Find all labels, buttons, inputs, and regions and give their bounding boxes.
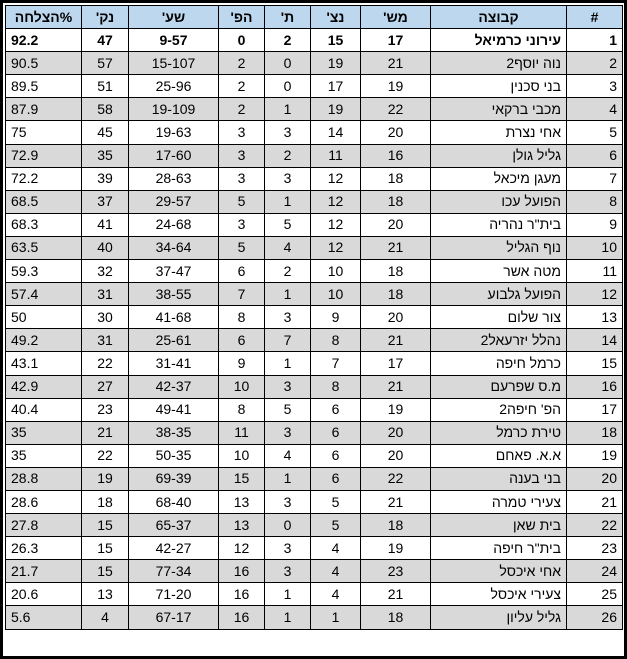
cell-wins: 19 xyxy=(311,98,361,121)
cell-played: 22 xyxy=(361,98,431,121)
cell-rate: 63.5 xyxy=(6,236,82,259)
cell-played: 21 xyxy=(361,375,431,398)
table-row xyxy=(6,421,623,444)
cell-wins: 8 xyxy=(311,329,361,352)
cell-rate: 49.2 xyxy=(6,329,82,352)
cell-team: מכבי ברקאי xyxy=(431,98,567,121)
cell-draws: 2 xyxy=(265,29,311,52)
cell-losses: 6 xyxy=(219,329,265,352)
table-row xyxy=(6,283,623,306)
cell-rate: 87.9 xyxy=(6,98,82,121)
cell-points: 4 xyxy=(82,606,129,629)
cell-points: 22 xyxy=(82,444,129,467)
cell-played: 20 xyxy=(361,444,431,467)
table-row xyxy=(6,467,623,490)
cell-draws: 1 xyxy=(265,467,311,490)
cell-team: בית שאן xyxy=(431,514,567,537)
cell-rank: 7 xyxy=(567,167,623,190)
cell-rank: 11 xyxy=(567,260,623,283)
table-row xyxy=(6,606,623,629)
cell-goals: 9-57 xyxy=(129,29,219,52)
cell-points: 32 xyxy=(82,260,129,283)
cell-rank: 12 xyxy=(567,283,623,306)
cell-rate: 75 xyxy=(6,121,82,144)
cell-rank: 8 xyxy=(567,190,623,213)
cell-draws: 3 xyxy=(265,121,311,144)
table-row xyxy=(6,490,623,513)
cell-points: 23 xyxy=(82,398,129,421)
cell-points: 15 xyxy=(82,514,129,537)
cell-played: 17 xyxy=(361,352,431,375)
cell-rank: 6 xyxy=(567,144,623,167)
cell-wins: 4 xyxy=(311,560,361,583)
cell-rate: 50 xyxy=(6,306,82,329)
cell-team: בית"ר נהריה xyxy=(431,213,567,236)
cell-played: 19 xyxy=(361,75,431,98)
cell-wins: 15 xyxy=(311,29,361,52)
cell-losses: 13 xyxy=(219,490,265,513)
cell-points: 41 xyxy=(82,213,129,236)
cell-team: בני בענה xyxy=(431,467,567,490)
cell-losses: 8 xyxy=(219,398,265,421)
cell-played: 23 xyxy=(361,560,431,583)
cell-draws: 0 xyxy=(265,75,311,98)
cell-points: 58 xyxy=(82,98,129,121)
cell-wins: 6 xyxy=(311,444,361,467)
cell-draws: 3 xyxy=(265,560,311,583)
cell-draws: 1 xyxy=(265,283,311,306)
table-row xyxy=(6,398,623,421)
cell-team: הפ' חיפה2 xyxy=(431,398,567,421)
table-row xyxy=(6,52,623,75)
cell-rate: 68.3 xyxy=(6,213,82,236)
cell-wins: 6 xyxy=(311,421,361,444)
cell-rate: 92.2 xyxy=(6,29,82,52)
header-rate: %הצלחה xyxy=(6,6,82,29)
cell-goals: 29-57 xyxy=(129,190,219,213)
cell-losses: 3 xyxy=(219,213,265,236)
cell-goals: 28-63 xyxy=(129,167,219,190)
cell-points: 37 xyxy=(82,190,129,213)
cell-wins: 10 xyxy=(311,283,361,306)
cell-team: צעירי טמרה xyxy=(431,490,567,513)
cell-rate: 35 xyxy=(6,421,82,444)
table-row xyxy=(6,167,623,190)
table-row xyxy=(6,75,623,98)
cell-rate: 89.5 xyxy=(6,75,82,98)
cell-losses: 10 xyxy=(219,375,265,398)
cell-team: הפועל עכו xyxy=(431,190,567,213)
cell-goals: 69-39 xyxy=(129,467,219,490)
cell-losses: 3 xyxy=(219,121,265,144)
cell-losses: 16 xyxy=(219,560,265,583)
cell-goals: 25-96 xyxy=(129,75,219,98)
cell-wins: 5 xyxy=(311,514,361,537)
cell-losses: 3 xyxy=(219,144,265,167)
cell-goals: 42-27 xyxy=(129,537,219,560)
cell-rank: 21 xyxy=(567,490,623,513)
header-losses: הפ' xyxy=(219,6,265,29)
cell-losses: 5 xyxy=(219,190,265,213)
cell-losses: 2 xyxy=(219,75,265,98)
cell-goals: 24-68 xyxy=(129,213,219,236)
cell-draws: 1 xyxy=(265,98,311,121)
cell-rank: 16 xyxy=(567,375,623,398)
cell-losses: 7 xyxy=(219,283,265,306)
cell-team: צעירי איכסל xyxy=(431,583,567,606)
table-row xyxy=(6,329,623,352)
cell-rate: 72.2 xyxy=(6,167,82,190)
table-row xyxy=(6,190,623,213)
cell-played: 21 xyxy=(361,490,431,513)
cell-team: אחי איכסל xyxy=(431,560,567,583)
cell-rank: 1 xyxy=(567,29,623,52)
cell-wins: 12 xyxy=(311,167,361,190)
cell-goals: 15-107 xyxy=(129,52,219,75)
cell-rate: 43.1 xyxy=(6,352,82,375)
cell-rate: 28.8 xyxy=(6,467,82,490)
table-row xyxy=(6,213,623,236)
cell-wins: 8 xyxy=(311,375,361,398)
cell-goals: 77-34 xyxy=(129,560,219,583)
table-row xyxy=(6,29,623,52)
cell-goals: 71-20 xyxy=(129,583,219,606)
cell-played: 18 xyxy=(361,514,431,537)
header-points: נק' xyxy=(82,6,129,29)
cell-losses: 0 xyxy=(219,29,265,52)
cell-team: צור שלום xyxy=(431,306,567,329)
cell-points: 30 xyxy=(82,306,129,329)
cell-losses: 11 xyxy=(219,421,265,444)
cell-goals: 67-17 xyxy=(129,606,219,629)
cell-played: 20 xyxy=(361,306,431,329)
table-row xyxy=(6,306,623,329)
cell-rank: 4 xyxy=(567,98,623,121)
cell-rank: 20 xyxy=(567,467,623,490)
cell-team: כרמל חיפה xyxy=(431,352,567,375)
cell-played: 16 xyxy=(361,144,431,167)
header-goals: שע' xyxy=(129,6,219,29)
cell-rank: 5 xyxy=(567,121,623,144)
cell-played: 20 xyxy=(361,421,431,444)
header-rank: # xyxy=(567,6,623,29)
cell-wins: 1 xyxy=(311,606,361,629)
cell-points: 18 xyxy=(82,490,129,513)
cell-rank: 10 xyxy=(567,236,623,259)
cell-losses: 15 xyxy=(219,467,265,490)
cell-team: בית"ר חיפה xyxy=(431,537,567,560)
cell-rank: 2 xyxy=(567,52,623,75)
cell-points: 40 xyxy=(82,236,129,259)
cell-rate: 72.9 xyxy=(6,144,82,167)
cell-draws: 5 xyxy=(265,398,311,421)
cell-team: עירוני כרמיאל xyxy=(431,29,567,52)
cell-team: גליל עליון xyxy=(431,606,567,629)
cell-draws: 3 xyxy=(265,306,311,329)
cell-goals: 38-55 xyxy=(129,283,219,306)
cell-team: הפועל גלבוע xyxy=(431,283,567,306)
cell-losses: 10 xyxy=(219,444,265,467)
cell-goals: 19-109 xyxy=(129,98,219,121)
cell-played: 22 xyxy=(361,467,431,490)
table-row xyxy=(6,98,623,121)
cell-team: מטה אשר xyxy=(431,260,567,283)
cell-played: 21 xyxy=(361,236,431,259)
table-row xyxy=(6,375,623,398)
cell-losses: 5 xyxy=(219,236,265,259)
cell-losses: 16 xyxy=(219,606,265,629)
cell-rank: 23 xyxy=(567,537,623,560)
cell-played: 18 xyxy=(361,167,431,190)
cell-wins: 12 xyxy=(311,190,361,213)
cell-rate: 26.3 xyxy=(6,537,82,560)
cell-goals: 68-40 xyxy=(129,490,219,513)
cell-rank: 24 xyxy=(567,560,623,583)
cell-wins: 14 xyxy=(311,121,361,144)
cell-played: 18 xyxy=(361,283,431,306)
cell-rate: 57.4 xyxy=(6,283,82,306)
cell-losses: 2 xyxy=(219,52,265,75)
cell-points: 47 xyxy=(82,29,129,52)
cell-rank: 25 xyxy=(567,583,623,606)
cell-losses: 3 xyxy=(219,167,265,190)
cell-goals: 34-64 xyxy=(129,236,219,259)
cell-played: 19 xyxy=(361,398,431,421)
cell-played: 21 xyxy=(361,329,431,352)
cell-rank: 19 xyxy=(567,444,623,467)
cell-draws: 4 xyxy=(265,444,311,467)
cell-draws: 1 xyxy=(265,352,311,375)
cell-rank: 15 xyxy=(567,352,623,375)
cell-goals: 50-35 xyxy=(129,444,219,467)
cell-points: 19 xyxy=(82,467,129,490)
cell-draws: 1 xyxy=(265,606,311,629)
cell-team: נהלל יזרעאל2 xyxy=(431,329,567,352)
table-row xyxy=(6,560,623,583)
cell-rate: 59.3 xyxy=(6,260,82,283)
cell-points: 31 xyxy=(82,283,129,306)
cell-draws: 3 xyxy=(265,490,311,513)
header-draws: ת' xyxy=(265,6,311,29)
table-row xyxy=(6,583,623,606)
cell-points: 22 xyxy=(82,352,129,375)
cell-played: 19 xyxy=(361,537,431,560)
cell-points: 35 xyxy=(82,144,129,167)
cell-played: 21 xyxy=(361,583,431,606)
cell-goals: 19-63 xyxy=(129,121,219,144)
cell-wins: 17 xyxy=(311,75,361,98)
cell-rate: 21.7 xyxy=(6,560,82,583)
cell-team: א.א. פאחם xyxy=(431,444,567,467)
table-row xyxy=(6,514,623,537)
cell-draws: 3 xyxy=(265,167,311,190)
cell-points: 13 xyxy=(82,583,129,606)
table-row xyxy=(6,236,623,259)
cell-team: נוה יוסף2 xyxy=(431,52,567,75)
cell-rank: 18 xyxy=(567,421,623,444)
cell-points: 27 xyxy=(82,375,129,398)
cell-goals: 17-60 xyxy=(129,144,219,167)
cell-goals: 25-61 xyxy=(129,329,219,352)
cell-played: 21 xyxy=(361,52,431,75)
table-row xyxy=(6,121,623,144)
cell-goals: 42-37 xyxy=(129,375,219,398)
cell-rank: 14 xyxy=(567,329,623,352)
cell-played: 20 xyxy=(361,121,431,144)
cell-played: 18 xyxy=(361,190,431,213)
cell-wins: 5 xyxy=(311,490,361,513)
cell-draws: 3 xyxy=(265,375,311,398)
cell-draws: 2 xyxy=(265,260,311,283)
cell-losses: 2 xyxy=(219,98,265,121)
cell-rate: 27.8 xyxy=(6,514,82,537)
cell-rate: 40.4 xyxy=(6,398,82,421)
cell-team: מעגן מיכאל xyxy=(431,167,567,190)
cell-goals: 49-41 xyxy=(129,398,219,421)
header-played: מש' xyxy=(361,6,431,29)
standings-table xyxy=(5,5,623,630)
cell-rate: 42.9 xyxy=(6,375,82,398)
cell-wins: 6 xyxy=(311,467,361,490)
cell-points: 39 xyxy=(82,167,129,190)
cell-wins: 6 xyxy=(311,398,361,421)
cell-rank: 22 xyxy=(567,514,623,537)
cell-losses: 9 xyxy=(219,352,265,375)
cell-goals: 65-37 xyxy=(129,514,219,537)
cell-rank: 17 xyxy=(567,398,623,421)
cell-goals: 31-41 xyxy=(129,352,219,375)
cell-wins: 4 xyxy=(311,537,361,560)
cell-team: טירת כרמל xyxy=(431,421,567,444)
header-team: קבוצה xyxy=(431,6,567,29)
cell-points: 45 xyxy=(82,121,129,144)
cell-wins: 4 xyxy=(311,583,361,606)
cell-points: 15 xyxy=(82,560,129,583)
header-row xyxy=(6,6,623,29)
cell-draws: 3 xyxy=(265,421,311,444)
cell-rate: 5.6 xyxy=(6,606,82,629)
cell-team: מ.ס שפרעם xyxy=(431,375,567,398)
table-row xyxy=(6,444,623,467)
cell-goals: 41-68 xyxy=(129,306,219,329)
cell-played: 18 xyxy=(361,260,431,283)
cell-wins: 9 xyxy=(311,306,361,329)
cell-rank: 9 xyxy=(567,213,623,236)
cell-wins: 12 xyxy=(311,236,361,259)
cell-points: 57 xyxy=(82,52,129,75)
cell-team: אחי נצרת xyxy=(431,121,567,144)
cell-rank: 13 xyxy=(567,306,623,329)
cell-team: גליל גולן xyxy=(431,144,567,167)
cell-goals: 37-47 xyxy=(129,260,219,283)
cell-losses: 13 xyxy=(219,514,265,537)
cell-draws: 5 xyxy=(265,213,311,236)
table-row xyxy=(6,260,623,283)
cell-rate: 90.5 xyxy=(6,52,82,75)
cell-team: נוף הגליל xyxy=(431,236,567,259)
cell-rate: 20.6 xyxy=(6,583,82,606)
cell-played: 17 xyxy=(361,29,431,52)
cell-wins: 12 xyxy=(311,213,361,236)
cell-played: 20 xyxy=(361,213,431,236)
cell-played: 18 xyxy=(361,606,431,629)
cell-rank: 26 xyxy=(567,606,623,629)
cell-draws: 1 xyxy=(265,583,311,606)
cell-losses: 16 xyxy=(219,583,265,606)
cell-draws: 1 xyxy=(265,190,311,213)
cell-losses: 8 xyxy=(219,306,265,329)
cell-points: 21 xyxy=(82,421,129,444)
cell-wins: 7 xyxy=(311,352,361,375)
cell-draws: 7 xyxy=(265,329,311,352)
cell-rate: 68.5 xyxy=(6,190,82,213)
cell-draws: 3 xyxy=(265,537,311,560)
cell-wins: 19 xyxy=(311,52,361,75)
cell-losses: 12 xyxy=(219,537,265,560)
cell-rank: 3 xyxy=(567,75,623,98)
standings-body xyxy=(6,29,623,629)
cell-draws: 4 xyxy=(265,236,311,259)
cell-team: בני סכנין xyxy=(431,75,567,98)
table-row xyxy=(6,537,623,560)
cell-rate: 35 xyxy=(6,444,82,467)
table-row xyxy=(6,352,623,375)
cell-points: 15 xyxy=(82,537,129,560)
cell-wins: 11 xyxy=(311,144,361,167)
cell-draws: 0 xyxy=(265,514,311,537)
header-wins: נצ' xyxy=(311,6,361,29)
cell-draws: 2 xyxy=(265,144,311,167)
cell-wins: 10 xyxy=(311,260,361,283)
cell-points: 51 xyxy=(82,75,129,98)
cell-losses: 6 xyxy=(219,260,265,283)
cell-draws: 0 xyxy=(265,52,311,75)
cell-points: 31 xyxy=(82,329,129,352)
cell-rate: 28.6 xyxy=(6,490,82,513)
table-row xyxy=(6,144,623,167)
cell-goals: 38-35 xyxy=(129,421,219,444)
